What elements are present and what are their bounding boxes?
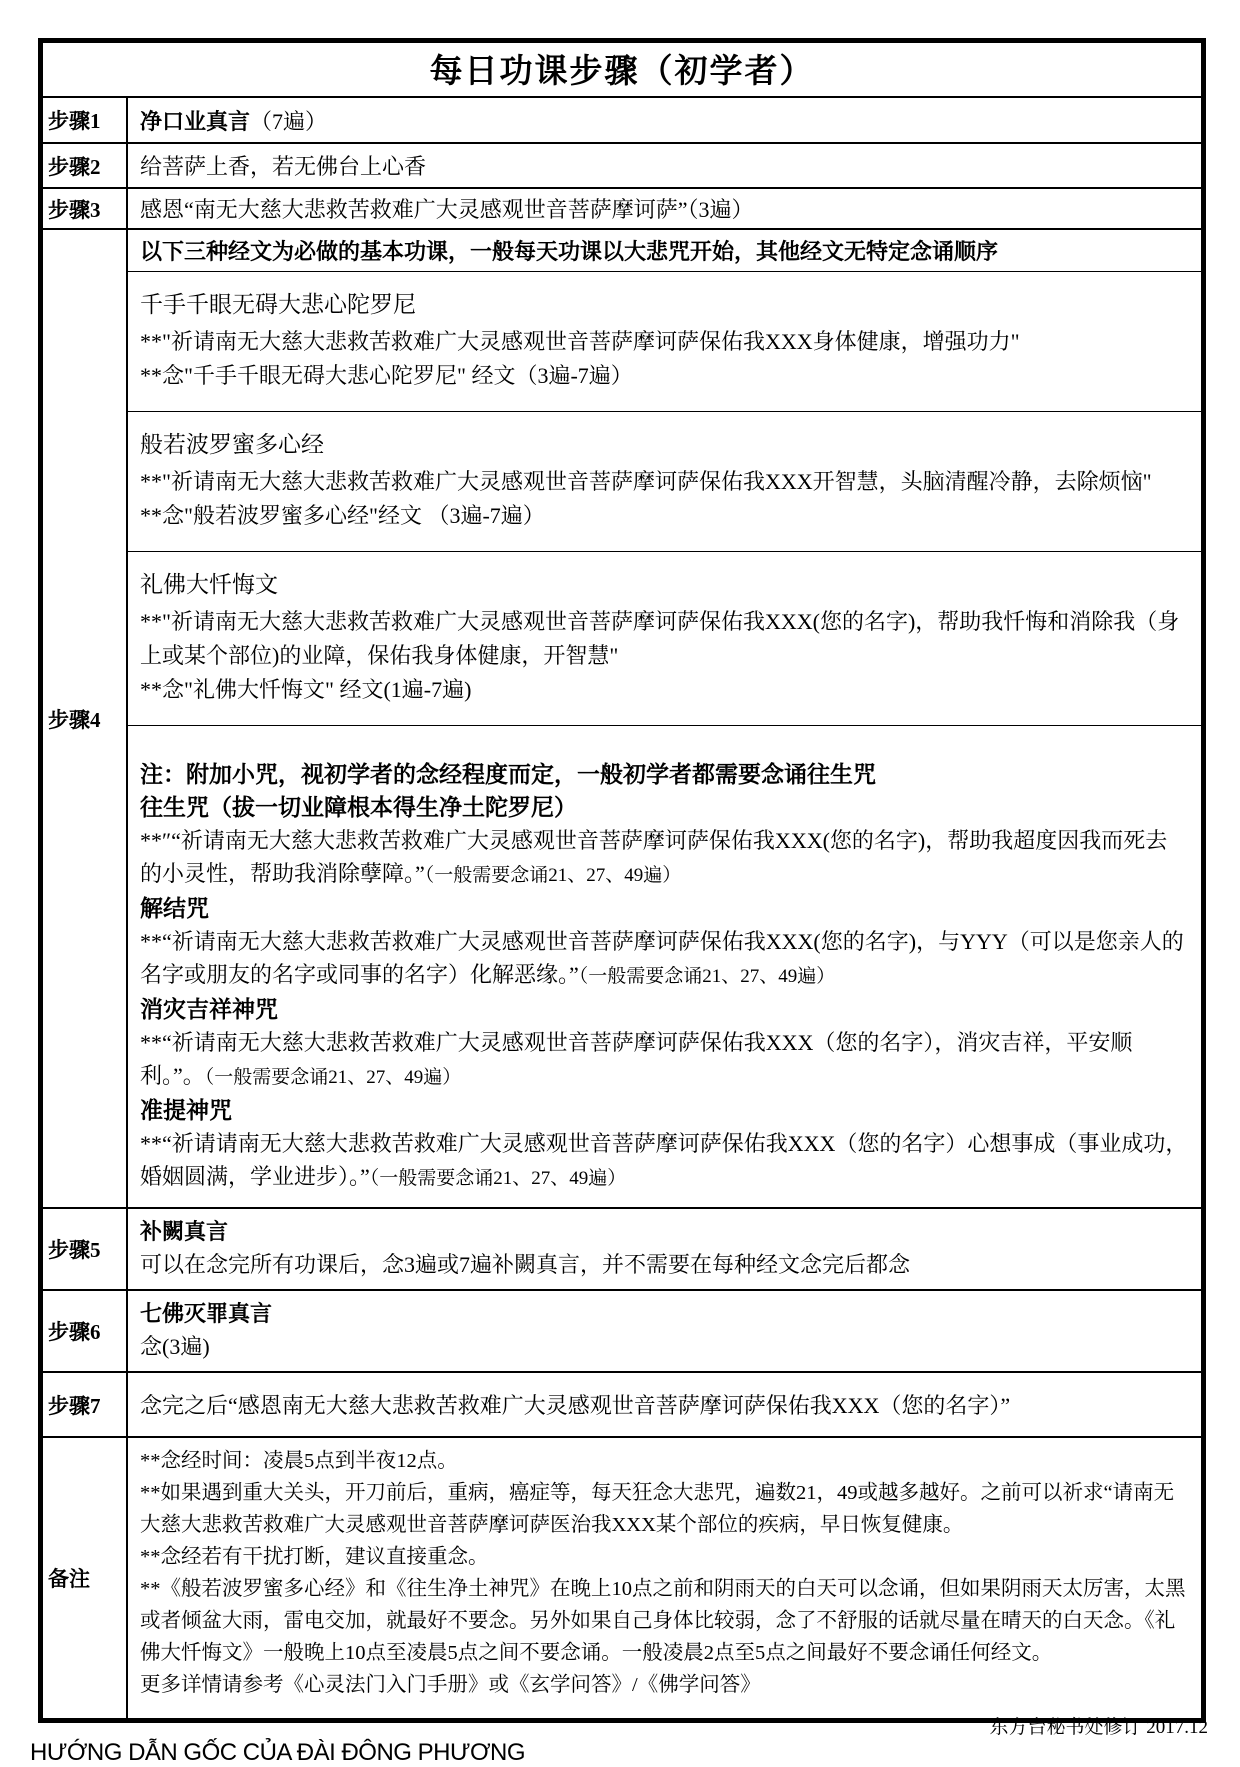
sutra-prayer-line: **"祈请南无大慈大悲救苦救难广大灵感观世音菩萨摩诃萨保佑我XXX开智慧，头脑清醒冷静，去除烦恼" (140, 469, 1152, 494)
mantra-title-wangsheng: 往生咒（拔一切业障根本得生净土陀罗尼） (140, 795, 577, 820)
sutra-prayer-line: **"祈请南无大慈大悲救苦救难广大灵感观世音菩萨摩诃萨保佑我XXX身体健康，增强功力" (140, 329, 1020, 354)
sutra-recite-line: **念"般若波罗蜜多心经"经文 （3遍-7遍） (140, 503, 545, 528)
step7-row (43, 1371, 1201, 1436)
step2-label: 步骤2 (43, 144, 128, 187)
daily-practice-table (38, 38, 1206, 1723)
step1-label: 步骤1 (43, 98, 128, 142)
step6-content (128, 1291, 1201, 1371)
mantra-title-zhunti: 准提神咒 (140, 1098, 232, 1123)
sutra-title-lifo: 礼佛大忏悔文 (140, 572, 278, 597)
origin-note-vietnamese: HƯỚNG DẪN GỐC CỦA ĐÀI ĐÔNG PHƯƠNG (30, 1739, 526, 1766)
step4-content (128, 230, 1201, 1207)
step6-mantra-name: 七佛灭罪真言 (140, 1301, 273, 1326)
remark-line: **《般若波罗蜜多心经》和《往生净土神咒》在晚上10点之前和阴雨天的白天可以念诵，但如果阴雨天太厉害，太黑或者倾盆大雨，雷电交加，就最好不要念。另外如果自己身体比较弱，念了不舒服的话就尽量在晴天的白天念。《礼佛大忏悔文》一般晚上10点至凌晨5点之间不要念诵。一般凌晨2点至5点之间最好不要念诵任何经文。 (140, 1578, 1186, 1664)
step5-row (43, 1207, 1201, 1289)
sutra-prayer-line: **"祈请南无大慈大悲救苦救难广大灵感观世音菩萨摩诃萨保佑我XXX(您的名字)，帮助我忏悔和消除我（身上或某个部位)的业障，保佑我身体健康，开智慧" (140, 609, 1180, 668)
step5-instruction: 可以在念完所有功课后，念3遍或7遍补闕真言，并不需要在每种经文念完后都念 (140, 1252, 911, 1277)
remark-line: **念经时间：凌晨5点到半夜12点。 (140, 1450, 458, 1472)
step5-content (128, 1209, 1201, 1289)
step3-row (43, 187, 1201, 228)
repetition-count: （一般需要念诵21、27、49遍） (204, 1067, 462, 1088)
step1-mantra-name: 净口业真言 (140, 108, 251, 134)
remark-line: **如果遇到重大关头，开刀前后，重病，癌症等，每天狂念大悲咒，遍数21，49或越多越好。之前可以祈求“请南无大慈大悲救苦救难广大灵感观世音菩萨摩诃萨医治我XXX某个部位的疾病，早日恢复健康。 (140, 1482, 1175, 1536)
page-footer (0, 1712, 1240, 1767)
step5-mantra-name: 补闕真言 (140, 1219, 229, 1244)
remarks-label: 备注 (43, 1438, 128, 1718)
step6-row (43, 1289, 1201, 1371)
step7-label: 步骤7 (43, 1373, 128, 1436)
revision-note: 东方台秘书处修订 2017.12 (989, 1717, 1208, 1738)
step7-content: 念完之后“感恩南无大慈大悲救苦救难广大灵感观世音菩萨摩诃萨保佑我XXX（您的名字）” (140, 1393, 1011, 1418)
step4-section-lifo (128, 551, 1201, 725)
step1-content (128, 98, 1201, 142)
mantra-text-zhunti: **“祈请请南无大慈大悲救苦救难广大灵感观世音菩萨摩诃萨保佑我XXX（您的名字）心想事成（事业成功，婚姻圆满，学业进步）。”（一般需要念诵21、27、49遍） (140, 1131, 1188, 1189)
title-row (43, 43, 1201, 96)
remarks-row (43, 1436, 1201, 1718)
step2-content: 给菩萨上香，若无佛台上心香 (140, 154, 427, 179)
step4-label: 步骤4 (43, 230, 128, 1207)
step4-row (43, 228, 1201, 1207)
step3-label: 步骤3 (43, 189, 128, 228)
sutra-recite-line: **念"礼佛大忏悔文" 经文(1遍-7遍) (140, 677, 472, 702)
step4-intro: 以下三种经文为必做的基本功课，一般每天功课以大悲咒开始，其他经文无特定念诵顺序 (140, 239, 999, 264)
repetition-count: （一般需要念诵21、27、49遍） (369, 1168, 627, 1189)
repetition-count: （一般需要念诵21、27、49遍） (424, 865, 682, 886)
mantra-text-wangsheng: **″“祈请南无大慈大悲救苦救难广大灵感观世音菩萨摩诃萨保佑我XXX(您的名字)，帮助我超度因我而死去的小灵性，帮助我消除孽障。”（一般需要念诵21、27、49遍） (140, 828, 1168, 886)
step5-label: 步骤5 (43, 1209, 128, 1289)
step3-content: 感恩“南无大慈大悲救苦救难广大灵感观世音菩萨摩诃萨”（3遍） (140, 197, 754, 222)
step4-section-xinjing (128, 411, 1201, 551)
sutra-title-dabeizhou: 千手千眼无碍大悲心陀罗尼 (140, 292, 416, 317)
sutra-title-xinjing: 般若波罗蜜多心经 (140, 432, 324, 457)
step4-small-mantras-note (128, 725, 1201, 1207)
mantra-title-jiejie: 解结咒 (140, 896, 209, 921)
remarks-content (128, 1438, 1201, 1718)
mantra-text-xiaozai: **“祈请南无大慈大悲救苦救难广大灵感观世音菩萨摩诃萨保佑我XXX（您的名字），消灾吉祥，平安顺利。”。（一般需要念诵21、27、49遍） (140, 1030, 1133, 1088)
remark-line: 更多详情请参考《心灵法门入门手册》或《玄学问答》/《佛学问答》 (140, 1674, 761, 1696)
sutra-recite-line: **念"千手千眼无碍大悲心陀罗尼" 经文（3遍-7遍） (140, 363, 633, 388)
remark-line: **念经若有干扰打断，建议直接重念。 (140, 1546, 489, 1568)
step6-instruction: 念(3遍) (140, 1334, 210, 1359)
step1-row (43, 96, 1201, 142)
mantra-title-xiaozai: 消灾吉祥神咒 (140, 997, 278, 1022)
step2-row (43, 142, 1201, 187)
mantra-text-jiejie: **“祈请南无大慈大悲救苦救难广大灵感观世音菩萨摩诃萨保佑我XXX(您的名字)，与YYY（可以是您亲人的名字或朋友的名字或同事的名字）化解恶缘。”（一般需要念诵21、27、49遍） (140, 929, 1184, 987)
step6-label: 步骤6 (43, 1291, 128, 1371)
repetition-count: （一般需要念诵21、27、49遍） (578, 966, 836, 987)
page-title: 每日功课步骤（初学者） (429, 54, 815, 90)
step1-repetitions: （7遍） (250, 108, 328, 134)
small-mantras-note-line: 注：附加小咒，视初学者的念经程度而定，一般初学者都需要念诵往生咒 (140, 762, 876, 787)
step4-section-dabeizhou (128, 271, 1201, 411)
